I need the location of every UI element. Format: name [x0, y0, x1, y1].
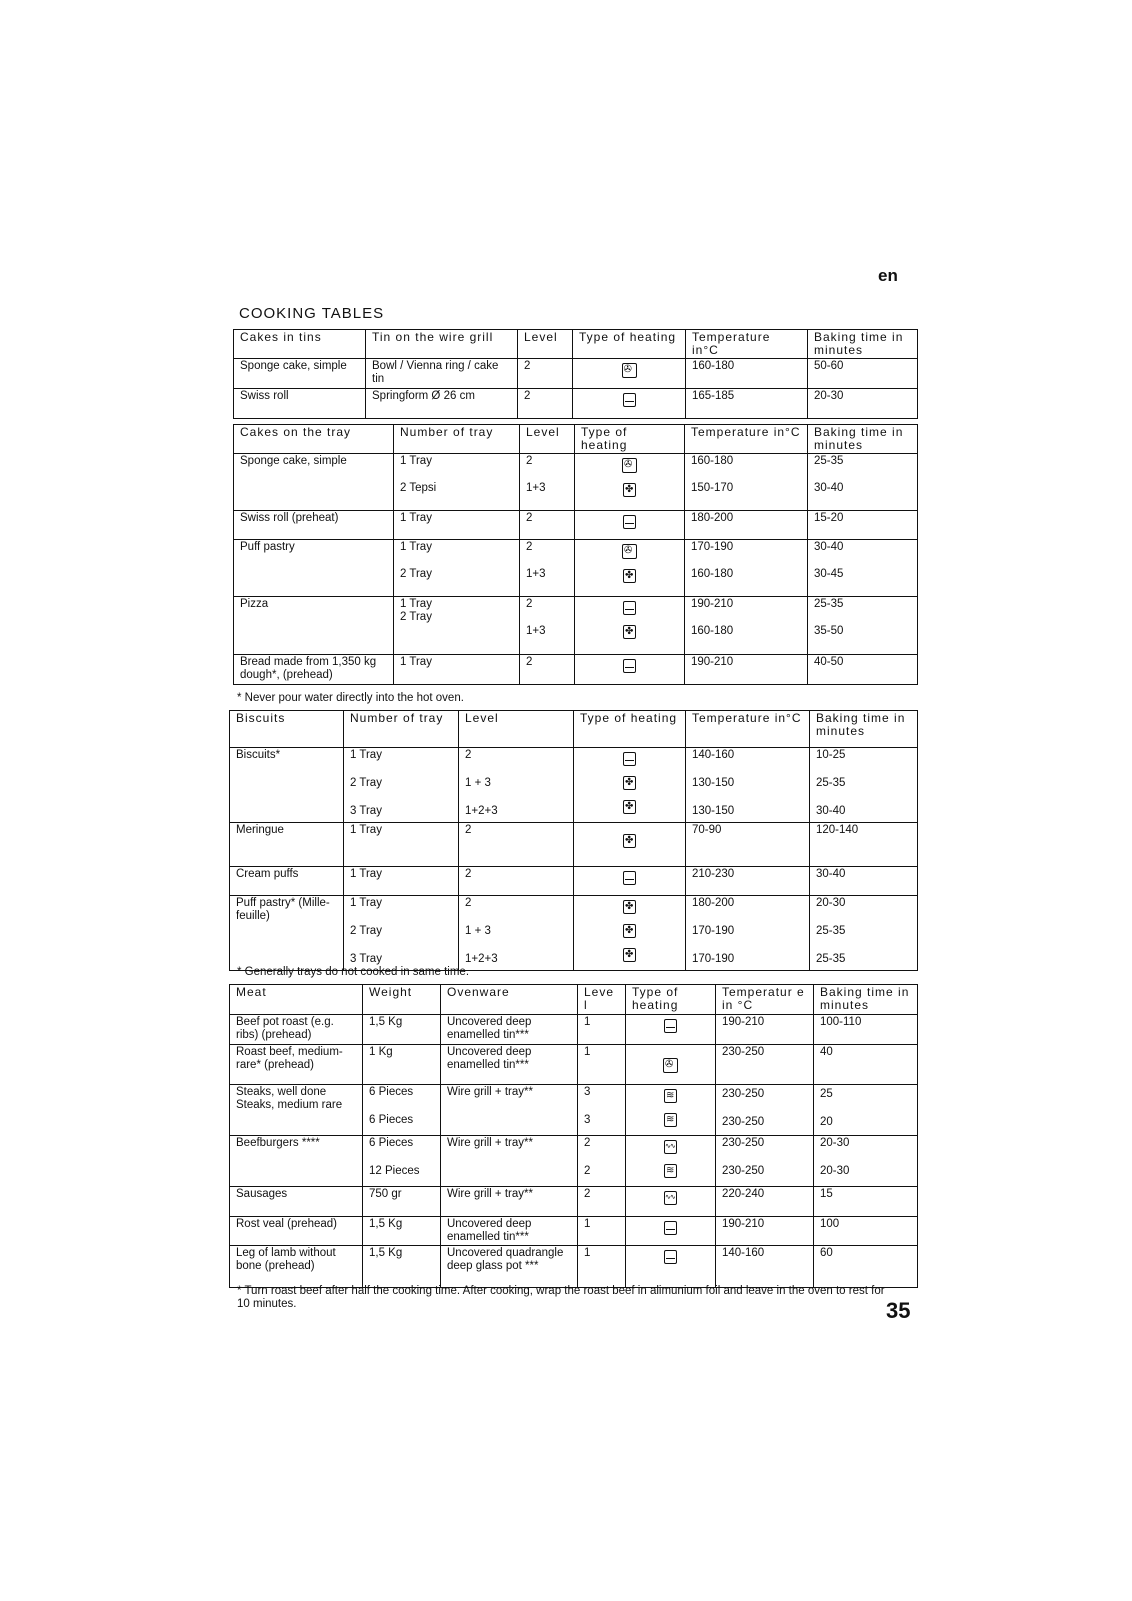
cell: 1 Tray 2 Tepsi — [394, 454, 520, 511]
cell — [574, 896, 686, 971]
tray-footnote: * Never pour water directly into the hot oven. — [237, 692, 464, 704]
cell: 230-250 230-250 — [716, 1136, 814, 1187]
cell: 20-30 25-35 25-35 — [810, 896, 918, 971]
header-heating: Type of heating — [575, 425, 685, 454]
cell: 1 Tray 2 Tray — [394, 597, 520, 655]
cell: 2 — [520, 511, 575, 540]
cell: 140-160 130-150 130-150 — [686, 748, 810, 823]
conventional-heating-icon — [623, 601, 636, 615]
header-level: Level — [520, 425, 575, 454]
conventional-heating-icon — [623, 393, 636, 407]
cell: 10-25 25-35 30-40 — [810, 748, 918, 823]
cell: 160-180 — [686, 359, 808, 389]
table-row — [230, 1187, 918, 1217]
table-row — [230, 1136, 918, 1187]
header-meat: Meat — [230, 985, 363, 1015]
cell — [575, 655, 685, 685]
cell: 25-35 30-40 — [808, 454, 918, 511]
cell — [574, 823, 686, 867]
page-title: COOKING TABLES — [239, 305, 385, 322]
fan-ring-heating-icon — [623, 900, 636, 914]
header-baking-time: Baking time in minutes — [808, 425, 918, 454]
cell: 6 Pieces 6 Pieces — [363, 1085, 441, 1136]
cell: 2 — [459, 867, 574, 896]
cell: 50-60 — [808, 359, 918, 389]
cell — [626, 1045, 716, 1085]
table-row — [230, 867, 918, 896]
cell: 1,5 Kg — [363, 1015, 441, 1045]
cell — [575, 511, 685, 540]
biscuits-footnote: * Generally trays do not cooked in same time. — [237, 966, 470, 978]
cell: 165-185 — [686, 389, 808, 419]
cell: 30-40 30-45 — [808, 540, 918, 597]
cell: 170-190 160-180 — [685, 540, 808, 597]
fan-heating-icon — [622, 544, 637, 559]
cell: 1,5 Kg — [363, 1246, 441, 1288]
cell: 2 — [518, 389, 573, 419]
cell: 2 1 + 3 1+2+3 — [459, 748, 574, 823]
fan-heating-icon — [663, 1058, 678, 1073]
header-heating: Type of heating — [573, 330, 686, 359]
fan-ring-heating-icon — [623, 569, 636, 583]
cell: 100-110 — [814, 1015, 918, 1045]
cell: Uncovered quadrangle deep glass pot *** — [441, 1246, 578, 1288]
biscuits-table — [229, 710, 918, 971]
cell: Bread made from 1,350 kg dough*, (prehead) — [234, 655, 394, 685]
table-row — [230, 896, 918, 971]
cell — [626, 1015, 716, 1045]
cakes-in-tins-table — [233, 329, 918, 419]
grill-icon — [664, 1140, 677, 1154]
language-label: en — [878, 266, 898, 285]
cell: 180-200 170-190 170-190 — [686, 896, 810, 971]
cakes-on-tray-table — [233, 424, 918, 685]
cell: 6 Pieces 12 Pieces — [363, 1136, 441, 1187]
header-biscuits: Biscuits — [230, 711, 344, 748]
conventional-heating-icon — [623, 659, 636, 673]
cell: 1 Tray 2 Tray 3 Tray — [344, 748, 459, 823]
header-level: Level — [459, 711, 574, 748]
cell: 30-40 — [810, 867, 918, 896]
header-heating: Type of heating — [626, 985, 716, 1015]
conventional-heating-icon — [623, 871, 636, 885]
table-row — [234, 655, 918, 685]
cell: 1 Tray 2 Tray 3 Tray — [344, 896, 459, 971]
cell: 40 — [814, 1045, 918, 1085]
cell: 15-20 — [808, 511, 918, 540]
cell: Sponge cake, simple — [234, 454, 394, 511]
cell: 1,5 Kg — [363, 1217, 441, 1246]
cell: 3 3 — [578, 1085, 626, 1136]
header-cakes-in-tins: Cakes in tins — [234, 330, 366, 359]
header-baking-time: Baking time in minutes — [808, 330, 918, 359]
fan-ring-heating-icon — [623, 483, 636, 497]
cell: 2 — [520, 655, 575, 685]
table-row — [230, 1246, 918, 1288]
header-number-of-tray: Number of tray — [394, 425, 520, 454]
cell: 120-140 — [810, 823, 918, 867]
fan-heating-icon — [622, 363, 637, 378]
header-level: Level — [518, 330, 573, 359]
cell: 70-90 — [686, 823, 810, 867]
table-row — [234, 389, 918, 419]
cell: 190-210 — [716, 1217, 814, 1246]
cell: 230-250 — [716, 1045, 814, 1085]
table-row — [234, 597, 918, 655]
cell: 1 Kg — [363, 1045, 441, 1085]
header-ovenware: Ovenware — [441, 985, 578, 1015]
cell: 25 20 — [814, 1085, 918, 1136]
cell: 20-30 20-30 — [814, 1136, 918, 1187]
header-temperature: Temperatur e in °C — [716, 985, 814, 1015]
cell: Uncovered deep enamelled tin*** — [441, 1045, 578, 1085]
conventional-heating-icon — [623, 515, 636, 529]
cell: Leg of lamb without bone (prehead) — [230, 1246, 363, 1288]
cell: 2 1+3 — [520, 540, 575, 597]
grill-icon — [664, 1191, 677, 1205]
cell: 2 1+3 — [520, 597, 575, 655]
cell: 140-160 — [716, 1246, 814, 1288]
double-grill-icon — [664, 1164, 677, 1178]
cell: 60 — [814, 1246, 918, 1288]
cell: Sponge cake, simple — [234, 359, 366, 389]
table-row — [230, 1015, 918, 1045]
cell: 210-230 — [686, 867, 810, 896]
header-temperature: Temperature in°C — [685, 425, 808, 454]
header-baking-time: Baking time in minutes — [810, 711, 918, 748]
cell: Uncovered deep enamelled tin*** — [441, 1217, 578, 1246]
cell: 230-250 230-250 — [716, 1085, 814, 1136]
table-row — [234, 359, 918, 389]
cell: Bowl / Vienna ring / cake tin — [366, 359, 518, 389]
header-weight: Weight — [363, 985, 441, 1015]
cell: 220-240 — [716, 1187, 814, 1217]
cell: 20-30 — [808, 389, 918, 419]
fan-ring-heating-icon — [623, 948, 636, 962]
cell: Springform Ø 26 cm — [366, 389, 518, 419]
cell: 15 — [814, 1187, 918, 1217]
fan-ring-heating-icon — [623, 834, 636, 848]
cell: 1 Tray — [344, 823, 459, 867]
cell: Sausages — [230, 1187, 363, 1217]
conventional-heating-icon — [623, 752, 636, 766]
cell: 100 — [814, 1217, 918, 1246]
cell: Beef pot roast (e.g. ribs) (prehead) — [230, 1015, 363, 1045]
cell: Puff pastry* (Mille-feuille) — [230, 896, 344, 971]
cell: 1 — [578, 1217, 626, 1246]
cell: Puff pastry — [234, 540, 394, 597]
cell: Biscuits* — [230, 748, 344, 823]
cell — [573, 359, 686, 389]
conventional-heating-icon — [664, 1019, 677, 1033]
fan-ring-heating-icon — [623, 625, 636, 639]
cell: 180-200 — [685, 511, 808, 540]
cell: 1 — [578, 1045, 626, 1085]
cell — [626, 1246, 716, 1288]
cell — [575, 597, 685, 655]
meat-footnote: * Turn roast beef after half the cooking time. After cooking, wrap the roast beef in alimunium foil and leave in the oven to rest for 10 minutes. — [237, 1285, 885, 1310]
fan-heating-icon — [622, 458, 637, 473]
cell: 160-180 150-170 — [685, 454, 808, 511]
cell: 750 gr — [363, 1187, 441, 1217]
cell — [574, 748, 686, 823]
table-row — [230, 1217, 918, 1246]
fan-ring-heating-icon — [623, 776, 636, 790]
table-row — [234, 454, 918, 511]
cell: Pizza — [234, 597, 394, 655]
meat-table — [229, 984, 918, 1288]
cell — [626, 1085, 716, 1136]
cell — [573, 389, 686, 419]
cell: Swiss roll (preheat) — [234, 511, 394, 540]
table-row — [230, 1085, 918, 1136]
conventional-heating-icon — [664, 1250, 677, 1264]
cell: 40-50 — [808, 655, 918, 685]
header-temperature: Temperature in°C — [686, 330, 808, 359]
cell: 1 — [578, 1015, 626, 1045]
cell: 1 Tray 2 Tray — [394, 540, 520, 597]
cell — [626, 1217, 716, 1246]
cell: 1 — [578, 1246, 626, 1288]
header-level: Leve l — [578, 985, 626, 1015]
header-baking-time: Baking time in minutes — [814, 985, 918, 1015]
double-grill-icon — [664, 1113, 677, 1127]
page-number: 35 — [886, 1298, 911, 1323]
cell: 1 Tray — [394, 511, 520, 540]
cell: 1 Tray — [394, 655, 520, 685]
header-cakes-on-tray: Cakes on the tray — [234, 425, 394, 454]
cell: 190-210 — [685, 655, 808, 685]
conventional-heating-icon — [664, 1221, 677, 1235]
table-row — [230, 748, 918, 823]
cell — [574, 867, 686, 896]
cell: 2 1 + 3 1+2+3 — [459, 896, 574, 971]
double-grill-icon — [664, 1089, 677, 1103]
cell: Steaks, well done Steaks, medium rare — [230, 1085, 363, 1136]
cell: Rost veal (prehead) — [230, 1217, 363, 1246]
cell: 2 — [578, 1187, 626, 1217]
cell: Beefburgers **** — [230, 1136, 363, 1187]
cell: Wire grill + tray** — [441, 1085, 578, 1136]
cell: 1 Tray — [344, 867, 459, 896]
cell: 2 2 — [578, 1136, 626, 1187]
cell — [575, 454, 685, 511]
table-row — [230, 823, 918, 867]
table-row — [234, 540, 918, 597]
header-tin: Tin on the wire grill — [366, 330, 518, 359]
cell: 2 — [459, 823, 574, 867]
cell: Wire grill + tray** — [441, 1187, 578, 1217]
header-temperature: Temperature in°C — [686, 711, 810, 748]
cell: Wire grill + tray** — [441, 1136, 578, 1187]
cell: 190-210 160-180 — [685, 597, 808, 655]
cell: 25-35 35-50 — [808, 597, 918, 655]
cell: Roast beef, medium-rare* (prehead) — [230, 1045, 363, 1085]
cell — [575, 540, 685, 597]
cell — [626, 1187, 716, 1217]
fan-ring-heating-icon — [623, 800, 636, 814]
cell: Meringue — [230, 823, 344, 867]
table-row — [234, 511, 918, 540]
header-number-of-tray: Number of tray — [344, 711, 459, 748]
table-row — [230, 1045, 918, 1085]
header-heating: Type of heating — [574, 711, 686, 748]
cell: 190-210 — [716, 1015, 814, 1045]
cell: Swiss roll — [234, 389, 366, 419]
cell: Uncovered deep enamelled tin*** — [441, 1015, 578, 1045]
cell — [626, 1136, 716, 1187]
cell: 2 — [518, 359, 573, 389]
cell: 2 1+3 — [520, 454, 575, 511]
cell: Cream puffs — [230, 867, 344, 896]
fan-ring-heating-icon — [623, 924, 636, 938]
